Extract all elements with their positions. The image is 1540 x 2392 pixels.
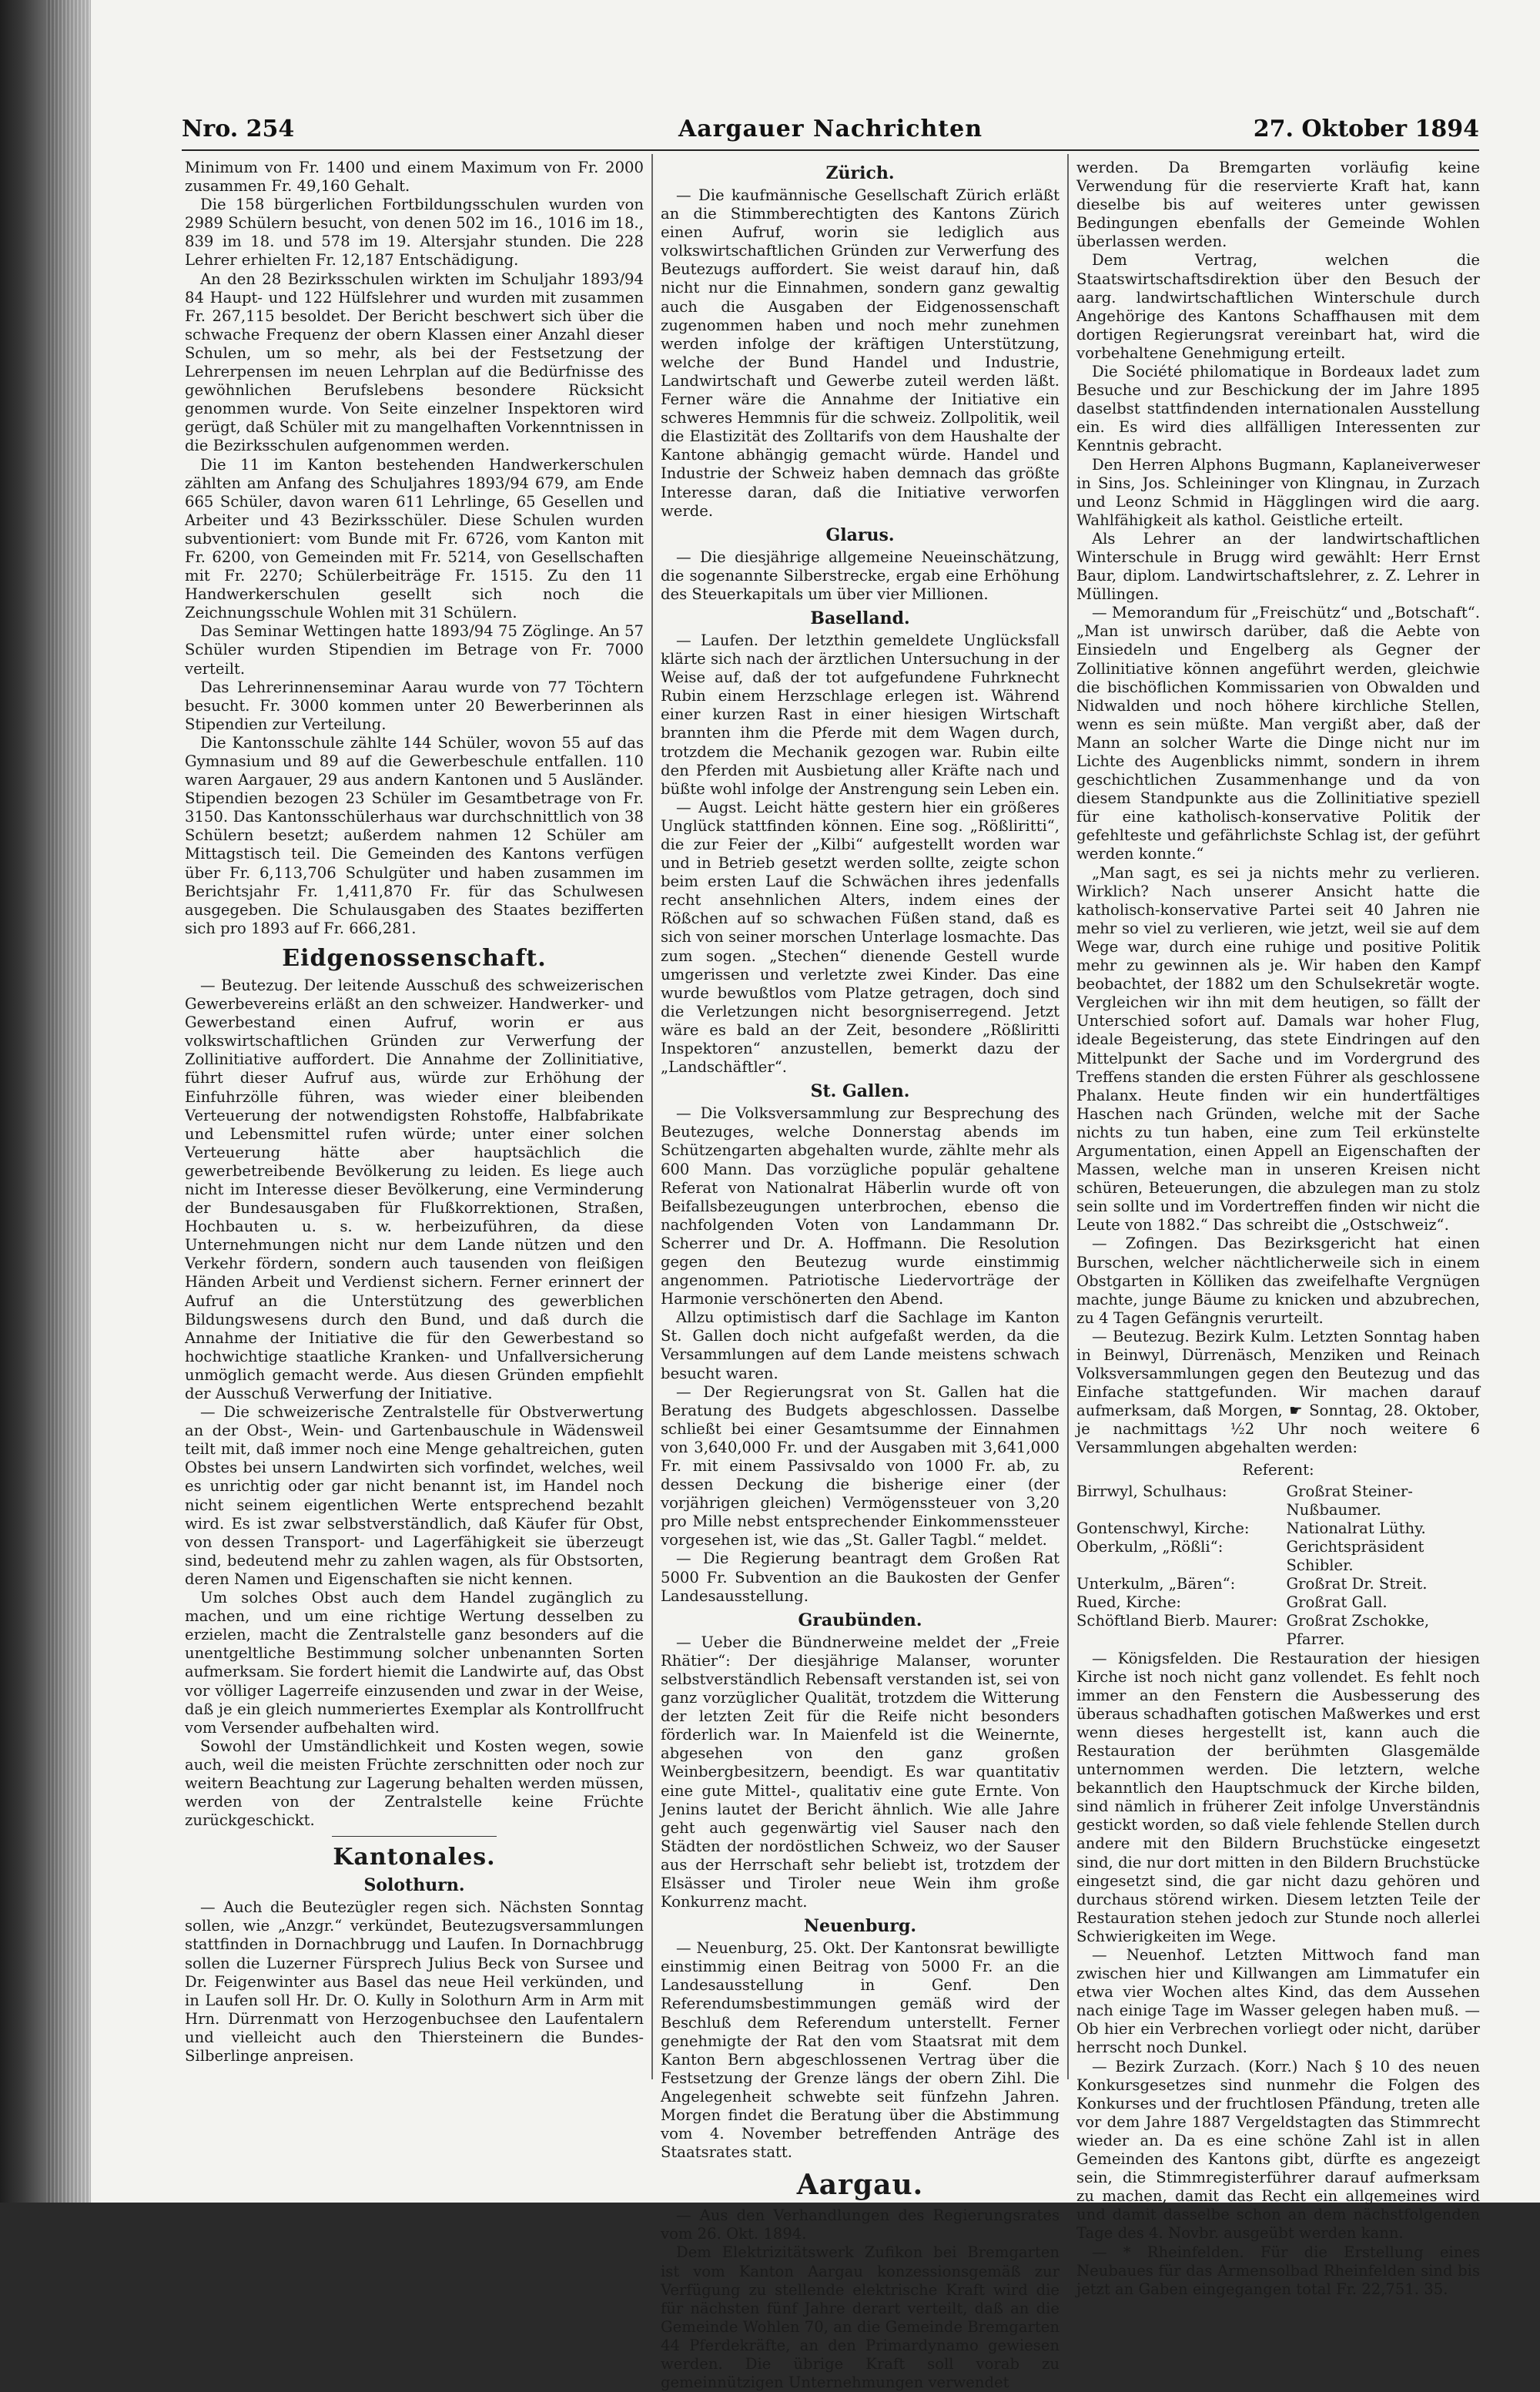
meeting-location: Rued, Kirche: (1076, 1593, 1182, 1612)
column-divider (1067, 154, 1069, 2079)
article-paragraph: — Laufen. Der letzthin gemeldete Unglücksfall klärte sich nach der ärztlichen Untersuchung in der Weise auf, daß der tot aufgefundene Fuhrknecht Rubin einem Herzschlage erlegen ist. Während einer kurzen Rast in einer hiesigen Wirtschaft brannten ihm die Pferde mit dem Wagen durch, trotzdem die Mechanik gezogen war. Rubin eilte den Pferden mit Ausbietung aller Kräfte nach und büßte wohl infolge der Anstrengung sein Leben ein. (661, 631, 1060, 798)
section-rule (332, 1836, 497, 1837)
article-paragraph: — Königsfelden. Die Restauration der hiesigen Kirche ist noch nicht ganz vollendet. Es fehlt noch immer an den Fenstern die Ausbesserung des überaus schadhaften gotischen Maßwerkes und erst wenn dieses hergestellt ist, kann auch die Restauration der berühmten Glasgemälde unternommen werden. Die letztern, welche bekanntlich den Hauptschmuck der Kirche bilden, sind nämlich in früherer Zeit infolge Unverständnis gestickt worden, so daß viele fehlende Stellen durch andere mit den Bildern Bruchstücke eingesetzt sind, die nur dort mitten in den Bildern Bruchstücke eingesetzt sind, die gar nicht dazu gehören und durchaus störend wirken. Diesem letzten Teile der Restauration stehen jedoch zur Stunde noch allerlei Schwierigkeiten im Wege. (1076, 1649, 1480, 1945)
article-paragraph: Minimum von Fr. 1400 und einem Maximum von Fr. 2000 zusammen Fr. 49,160 Gehalt. (185, 159, 644, 196)
article-paragraph: Allzu optimistisch darf die Sachlage im Kanton St. Gallen doch nicht aufgefaßt werden, da die Versammlungen auf dem Lande meistens schwach besucht waren. (661, 1308, 1060, 1382)
article-paragraph: — * Rheinfelden. Für die Erstellung eines Neubaues für das Armensolbad Rheinfelden sind bis jetzt an Gaben eingegangen total Fr. 22,751. 35. (1076, 2243, 1480, 2298)
article-paragraph: Die Kantonsschule zählte 144 Schüler, wovon 55 auf das Gymnasium und 89 auf die Gewerbeschule entfallen. 110 waren Aargauer, 29 aus andern Kantonen und 5 Ausländer. Stipendien bezogen 23 Schüler im Gesamtbetrage von Fr. 3150. Das Kantonsschülerhaus war durchschnittlich von 38 Schülern besetzt; außerdem nahmen 12 Schüler am Mittagstisch teil. Die Gemeinden des Kantons verfügen über Fr. 6,113,706 Schulgüter und haben zusammen im Berichtsjahr Fr. 1,411,870 Fr. für das Schulwesen ausgegeben. Die Schulausgaben des Staates bezifferten sich pro 1893 auf Fr. 666,281. (185, 733, 644, 937)
article-paragraph: — Neuenhof. Letzten Mittwoch fand man zwischen hier und Killwangen am Limmatufer ein etwa vier Wochen altes Kind, das dem Aussehen nach einige Tage im Wasser gelegen haben muß. — Ob hier ein Verbrechen vorliegt oder nicht, darüber herrscht noch Dunkel. (1076, 1946, 1480, 2057)
meeting-row (1076, 1575, 1480, 1593)
article-paragraph: — Beutezug. Der leitende Ausschuß des schweizerischen Gewerbevereins erläßt an den schweizer. Handwerker- und Gewerbestand einen Aufruf, worin er aus volkswirtschaftlichen Gründen zur Verwerfung der Zollinitiative auffordert. Die Annahme der Zollinitiative, führt dieser Aufruf aus, würde zur Erhöhung der Einfuhrzölle führen, was wieder einer bleibenden Verteuerung der notwendigsten Rohstoffe, Halbfabrikate und Lebensmittel rufen würde; unter einer solchen Verteuerung hätte aber hauptsächlich die gewerbetreibende Bevölkerung zu leiden. Es liege auch nicht im Interesse dieser Bevölkerung, eine Verminderung der Bundesausgaben für Flußkorrektionen, Straßen, Hochbauten u. s. w. herbeizuführen, da diese Unternehmungen nicht nur dem Lande nützen und den Verkehr fördern, sondern auch tausenden von fleißigen Händen Arbeit und Verdienst sichern. Ferner erinnert der Aufruf an die Unterstützung des gewerblichen Bildungswesens durch den Bund, und daß durch die Annahme der Initiative die für den Gewerbestand so hochwichtige staatliche Kranken- und Unfallversicherung unmöglich gemacht werde. Aus diesen Gründen empfiehlt der Ausschuß Verwerfung der Initiative. (185, 976, 644, 1402)
column-3 (1076, 159, 1480, 2298)
referent-label: Referent: (1242, 1460, 1314, 1479)
article-paragraph: Den Herren Alphons Bugmann, Kaplaneiverweser in Sins, Jos. Schleininger von Klingnau, in Zurzach und Leonz Schmid in Hägglingen wird die aarg. Wahlfähigkeit als kathol. Geistliche erteilt. (1076, 455, 1480, 529)
article-paragraph: — Beutezug. Bezirk Kulm. Letzten Sonntag haben in Beinwyl, Dürrenäsch, Menziken und Reinach Volksversammlungen gegen den Beutezug und das Einfache stattgefunden. Wir machen darauf aufmerksam, daß Morgen, ☛ Sonntag, 28. Oktober, je nachmittags ½2 Uhr noch weitere 6 Versammlungen abgehalten werden: (1076, 1327, 1480, 1457)
article-paragraph: — Ueber die Bündnerweine meldet der „Freie Rhätier“: Der diesjährige Malanser, worunter selbstverständlich Rebensaft verstanden ist, sei von ganz vorzüglicher Qualität, trotzdem die Witterung der letzten Zeit für die Reife nicht besonders förderlich war. In Maienfeld ist die Weinernte, abgesehen von den ganz großen Weinbergbesitzern, beendigt. Es war quantitativ eine gute Mittel-, qualitativ eine gute Ernte. Von Jenins lautet der Bericht ähnlich. Wie alle Jahre geht auch gegenwärtig viel Sauser nach den Städten der nordöstlichen Schweiz, wo der Sauser aus der Herrschaft sehr beliebt ist, trotzdem der Elsässer und Tiroler neue Wein ihm große Konkurrenz macht. (661, 1633, 1060, 1911)
section-heading: Kantonales. (333, 1844, 496, 1871)
meeting-location: Schöftland Bierb. Maurer: (1076, 1612, 1278, 1630)
article-paragraph: — Die Volksversammlung zur Besprechung des Beutezuges, welche Donnerstag abends im Schützengarten abgehalten wurde, zählte mehr als 600 Mann. Das vorzügliche populär gehaltene Referat von Nationalrat Häberlin wurde oft von Beifallsbezeugungen unterbrochen, ebenso die nachfolgenden Voten von Landammann Dr. Scherrer und Dr. A. Hoffmann. Die Resolution gegen den Beutezug wurde einstimmig angenommen. Patriotische Liedervorträge der Harmonie verschönerten den Abend. (661, 1104, 1060, 1308)
section-heading: Eidgenossenschaft. (282, 944, 547, 972)
article-paragraph: Sowohl der Umständlichkeit und Kosten wegen, sowie auch, weil die meisten Früchte zerschnitten oder noch zur weitern Beachtung zur Lagerung behalten werden müssen, werden von der Zentralstelle keine Früchte zurückgeschickt. (185, 1737, 644, 1830)
meeting-location: Oberkulm, „Rößli“: (1076, 1537, 1224, 1556)
article-paragraph: Um solches Obst auch dem Handel zugänglich zu machen, und um eine richtige Wertung desselben zu erzielen, macht die Zentralstelle ganz besonders auf die unentgeltliche Bestimmung solcher unbenannten Sorten aufmerksam. Sie fordert hiemit die Landwirte auf, das Obst vor völliger Lagerreife einzusenden und zwar in der Weise, daß je ein gleich nummeriertes Exemplar als Kontrollfrucht vom Versender aufbehalten wird. (185, 1589, 644, 1737)
subsection-heading: Solothurn. (363, 1875, 465, 1896)
article-paragraph: Dem Elektrizitätswerk Zufikon bei Bremgarten ist vom Kanton Aargau konzessionsgemäß zur Verfügung zu stellende elektrische Kraft wird die für nächsten fünf Jahre derart verteilt, daß an die Gemeinde Wohlen 70, an die Gemeinde Bremgarten 44 Pferdekräfte, an den Primardynamo gewiesen werden. Die übrige Kraft soll vorab zu gemeinnützigen Unternehmungen verwendet (661, 2243, 1060, 2392)
column-divider (651, 154, 653, 2079)
meeting-speaker: Großrat Zschokke, Pfarrer. (1286, 1612, 1430, 1649)
article-paragraph: — Auch die Beutezügler regen sich. Nächsten Sonntag sollen, wie „Anzgr.“ verkündet, Beutezugsversammlungen stattfinden in Dornachbrugg und Laufen. In Dornachbrugg sollen die Luzerner Fürsprech Julius Beck von Sursee und Dr. Feigenwinter aus Basel das neue Heil verkünden, und in Laufen soll Hr. Dr. O. Kully in Solothurn Arm in Arm mit Hrn. Dürrenmatt von Herzogenbuchsee den Laufentalern und vielleicht auch den Thiersteinern die Bundes-Silberlinge anpreisen. (185, 1898, 644, 2065)
article-paragraph: — Neuenburg, 25. Okt. Der Kantonsrat bewilligte einstimmig einen Beitrag von 5000 Fr. an die Landesausstellung in Genf. Den Referendumsbestimmungen gemäß wird der Beschluß dem Referendum unterstellt. Ferner genehmigte der Rat den vom Staatsrat mit dem Kanton Bern abgeschlossenen Vertrag über die Festsetzung der Grenze längs der obern Zihl. Die Angelegenheit schwebte seit fünfzehn Jahren. Morgen findet die Beratung über die Abstimmung vom 4. November betreffenden Anträge des Staatsrates statt. (661, 1939, 1060, 2162)
meeting-row (1076, 1593, 1480, 1612)
subsection-heading: Neuenburg. (803, 1916, 917, 1937)
meeting-row (1076, 1538, 1480, 1575)
subsection-heading: Graubünden. (798, 1610, 922, 1630)
article-paragraph: Das Lehrerinnenseminar Aarau wurde von 77 Töchtern besucht. Fr. 3000 kommen unter 20 Bewerberinnen als Stipendien zur Verteilung. (185, 678, 644, 733)
article-paragraph: — Augst. Leicht hätte gestern hier ein größeres Unglück stattfinden können. Eine sog. „Rößliritti“, die zur Feier der „Kilbi“ aufgestellt worden war und in Betrieb gesetzt werden sollte, zeigte schon beim ersten Lauf die Schwächen ihres jedenfalls recht ansehnlichen Alters, indem eines der Rößchen auf so schwachen Füßen stand, daß es sich von seiner morschen Unterlage losmachte. Das zum sogen. „Stechen“ dienende Gestell wurde umgerissen und verletzte zwei Kinder. Das eine wurde bewußtlos vom Platze getragen, doch sind die Verletzungen nicht besorgniserregend. Jetzt wäre es bald an der Zeit, besondere „Rößliritti Inspektoren“ anzustellen, bemerkt dazu der „Landschäftler“. (661, 798, 1060, 1077)
article-paragraph: — Die Regierung beantragt dem Großen Rat 5000 Fr. Subvention an die Baukosten der Genfer Landesausstellung. (661, 1549, 1060, 1605)
article-paragraph: Als Lehrer an der landwirtschaftlichen Winterschule in Brugg wird gewählt: Herr Ernst Baur, diplom. Landwirtschaftslehrer, z. Z. Lehrer in Müllingen. (1076, 529, 1480, 604)
article-paragraph: — Aus den Verhandlungen des Regierungsrates vom 26. Okt. 1894. (661, 2206, 1060, 2243)
newspaper-title: Aargauer Nachrichten (678, 116, 983, 142)
article-paragraph: — Die kaufmännische Gesellschaft Zürich erläßt an die Stimmberechtigten des Kantons Zürich einen Aufruf, worin sie lediglich aus volkswirtschaftlichen Gründen zur Verwerfung des Beutezugs auffordert. Sie weist darauf hin, daß nicht nur die Einnahmen, sondern ganz gewaltig auch die Ausgaben der Eidgenossenschaft zugenommen haben und noch mehr zunehmen werden infolge der kräftigen Unterstützung, welche der Bund Handel und Industrie, Landwirtschaft und Gewerbe zuteil werden läßt. Ferner wäre die Annahme der Initiative ein schweres Hemmnis für die schweiz. Zollpolitik, weil die Elastizität des Zolltarifs von dem Haushalte der Kantone abhängig gemacht würde. Handel und Industrie der Schweiz haben demnach das größte Interesse daran, daß die Initiative verworfen werde. (661, 186, 1060, 520)
column-2 (661, 159, 1060, 2392)
meeting-speaker: Nationalrat Lüthy. (1286, 1519, 1426, 1537)
article-paragraph: Die 158 bürgerlichen Fortbildungsschulen wurden von 2989 Schülern besucht, von denen 502 im 16., 1016 im 18., 839 im 18. und 578 im 19. Altersjahr stunden. Die 228 Lehrer erhielten Fr. 12,187 Entschädigung. (185, 196, 644, 270)
meeting-list (1076, 1482, 1480, 1650)
column-1 (185, 159, 644, 2065)
article-paragraph: An den 28 Bezirksschulen wirkten im Schuljahr 1893/94 84 Haupt- und 122 Hülfslehrer und wurden mit zusammen Fr. 267,115 besoldet. Der Bericht beschwert sich über die schwache Frequenz der obern Klassen einer Anzahl dieser Schulen, um so mehr, als bei der Festsetzung der Lehrerpensen im neuen Lehrplan auf die Bedürfnisse des gewöhnlichen Berufslebens besondere Rücksicht genommen wurde. Von Seite einzelner Inspektoren wird gerügt, daß Schüler mit zu mangelhaften Vorkenntnissen in die Bezirksschulen aufgenommen werden. (185, 270, 644, 455)
article-paragraph: — Die schweizerische Zentralstelle für Obstverwertung an der Obst-, Wein- und Gartenbauschule in Wädensweil teilt mit, daß immer noch eine Menge gehaltreichen, guten Obstes bei unsern Landwirten sich vorfindet, welches, weil es unrichtig oder gar nicht benannt ist, im Handel noch nicht seinem eigentlichen Werte entsprechend bezahlt wird. Es ist zwar selbstverständlich, daß Käufer für Obst, von dessen Transport- und Lagerfähigkeit sie überzeugt sind, bedeutend mehr zu zahlen wagen, als für Obstsorten, deren Namen und Eigenschaften sie nicht kennen. (185, 1403, 644, 1588)
issue-date: 27. Oktober 1894 (1253, 116, 1479, 142)
issue-number: Nro. 254 (182, 116, 295, 142)
meeting-location: Gontenschwyl, Kirche: (1076, 1519, 1250, 1537)
subsection-heading: Zürich. (825, 163, 895, 183)
article-paragraph: Die Société philomatique in Bordeaux ladet zum Besuche und zur Beschickung der im Jahre 1895 daselbst stattfindenden internationalen Ausstellung ein. Es wird dies allfälligen Interessenten zur Kenntnis gebracht. (1076, 363, 1480, 455)
article-paragraph: Dem Vertrag, welchen die Staatswirtschaftsdirektion über den Besuch der aarg. landwirtschaftlichen Winterschule durch Angehörige des Kantons Schaffhausen mit dem dortigen Regierungsrat vereinbart hat, wird die vorbehaltene Genehmigung erteilt. (1076, 251, 1480, 362)
article-paragraph: — Memorandum für „Freischütz“ und „Botschaft“. „Man ist unwirsch darüber, daß die Aebte von Einsiedeln und Engelberg als Gegner der Zollinitiative können angeführt werden, gleichwie die bischöflichen Kommissarien von Obwalden und Nidwalden und noch höhere kirchliche Stellen, wenn es sein müßte. Man vergißt aber, daß der Mann an solcher Warte die Dinge nicht nur im Lichte des Augenblicks nimmt, sondern in ihrem geschichtlichen Zusammenhange und da von diesem Standpunkte aus die Zollinitiative speziell für eine katholisch-konservative Politik der gefehlteste und gefährlichste Schlag ist, der geführt werden konnte.“ (1076, 604, 1480, 863)
meeting-row (1076, 1482, 1480, 1519)
article-paragraph: — Der Regierungsrat von St. Gallen hat die Beratung des Budgets abgeschlossen. Dasselbe schließt bei einer Gesamtsumme der Einnahmen von 3,640,000 Fr. und der Ausgaben mit 3,641,000 Fr. mit einem Passivsaldo von 1000 Fr. ab, zu dessen Deckung die bisherige einer (der vorjährigen gleichen) Vermögenssteuer von 3,20 pro Mille nebst entsprechender Einkommenssteuer vorgesehen ist, wie das „St. Galler Tagbl.“ meldet. (661, 1382, 1060, 1549)
article-paragraph: Das Seminar Wettingen hatte 1893/94 75 Zöglinge. An 57 Schüler wurden Stipendien im Betrage von Fr. 7000 verteilt. (185, 622, 644, 678)
subsection-heading: Baselland. (810, 608, 910, 628)
meeting-speaker: Gerichtspräsident Schibler. (1286, 1537, 1424, 1575)
subsection-heading: St. Gallen. (810, 1081, 910, 1102)
meeting-location: Birrwyl, Schulhaus: (1076, 1482, 1227, 1500)
meeting-location: Unterkulm, „Bären“: (1076, 1575, 1236, 1593)
article-paragraph: — Bezirk Zurzach. (Korr.) Nach § 10 des neuen Konkursgesetzes sind nunmehr die Folgen des Konkurses und der fruchtlosen Pfändung, treten alle vor dem Jahre 1887 Vergeldstagten das Stimmrecht wieder an. Da es eine schöne Zahl ist in allen Gemeinden des Kantons gibt, dürfte es angezeigt sein, die Stimmregisterführer darauf aufmerksam zu machen, damit das Recht ein allgemeines wird und damit dasselbe schon an dem nächstfolgenden Tage des 4. Novbr. ausgeübt werden kann. (1076, 2057, 1480, 2243)
meeting-speaker: Großrat Dr. Streit. (1286, 1575, 1428, 1593)
meeting-row (1076, 1612, 1480, 1649)
article-paragraph: werden. Da Bremgarten vorläufig keine Verwendung für die reservierte Kraft hat, kann dieselbe bis auf weiteres unter gewissen Bedingungen ebenfalls der Gemeinde Wohlen überlassen werden. (1076, 159, 1480, 251)
article-paragraph: — Zofingen. Das Bezirksgericht hat einen Burschen, welcher nächtlicherweile sich in einem Obstgarten in Kölliken das zweifelhafte Vergnügen machte, junge Bäume zu knicken und abzubrechen, zu 4 Tagen Gefängnis verurteilt. (1076, 1235, 1480, 1327)
section-heading: Aargau. (796, 2169, 924, 2202)
article-paragraph: — Die diesjährige allgemeine Neueinschätzung, die sogenannte Silberstrecke, ergab eine Erhöhung des Steuerkapitals um über vier Millionen. (661, 548, 1060, 603)
meeting-row (1076, 1519, 1480, 1538)
article-paragraph: Die 11 im Kanton bestehenden Handwerkerschulen zählten am Anfang des Schuljahres 1893/94 679, am Ende 665 Schüler, davon waren 611 Lehrlinge, 65 Gesellen und Arbeiter und 43 Bezirksschüler. Diese Schulen wurden subventioniert: vom Bunde mit Fr. 6726, vom Kanton mit Fr. 6200, von Gemeinden mit Fr. 5214, von Gesellschaften mit Fr. 2270; Schülerbeiträge Fr. 1515. Zu den 11 Handwerkerschulen gesellt sich noch die Zeichnungsschule Wohlen mit 31 Schülern. (185, 455, 644, 622)
article-paragraph: „Man sagt, es sei ja nichts mehr zu verlieren. Wirklich? Nach unserer Ansicht hatte die katholisch-konservative Partei seit 40 Jahren nie mehr so viel zu verlieren, wie jetzt, weil sie auf dem Wege war, durch eine ruhige und positive Politik mehr zu gewinnen als je. Wir haben den Kampf beobachtet, der 1882 um den Schulsekretär wogte. Vergleichen wir ihn mit dem heutigen, so fällt der Unterschied sofort auf. Damals war hoher Flug, ideale Begeisterung, das stete Eindringen auf den Mittelpunkt der Sache und im Vordergrund des Treffens standen die ersten Führer als geschlossene Phalanx. Heute finden wir ein hundertfältiges Haschen nach Gründen, welche mit der Sache nichts zu tun haben, eine zum Teil erkünstelte Argumentation, einen Appell an Eigenschaften der Massen, welche man in unseren Kreisen nicht schüren, Beteuerungen, die abzulegen man zu stolz sein sollte und im Vordertreffen finden wir nicht die Leute von 1882.“ Das schreibt die „Ostschweiz“. (1076, 863, 1480, 1235)
subsection-heading: Glarus. (825, 524, 895, 545)
meeting-speaker: Großrat Steiner-Nußbaumer. (1286, 1482, 1413, 1519)
page-header (182, 116, 1479, 151)
meeting-speaker: Großrat Gall. (1286, 1593, 1388, 1612)
